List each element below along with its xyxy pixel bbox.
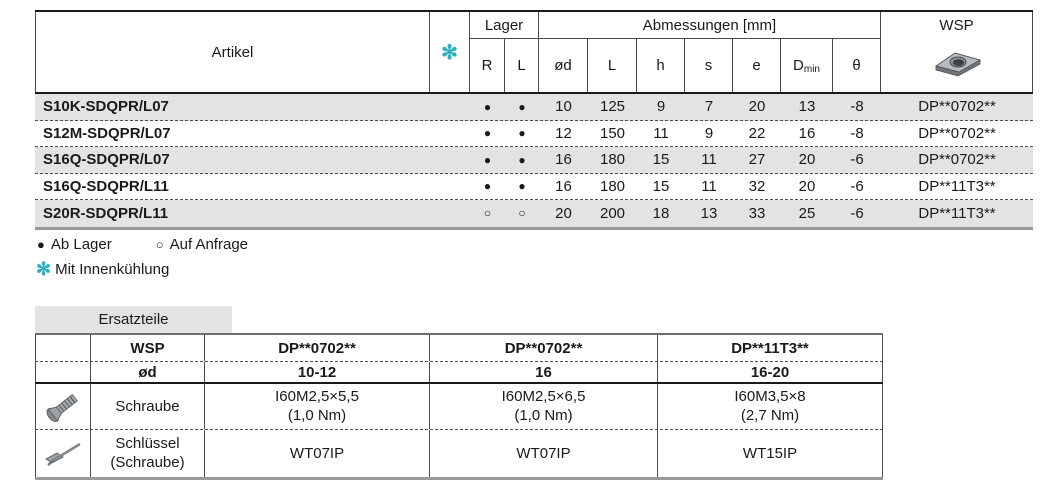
table-row (35, 174, 1033, 201)
dim-dmin: 16 (798, 124, 816, 142)
diameter-range: 16-20 (658, 362, 883, 382)
row-header-schluessel (91, 430, 205, 477)
dim-e: 32 (748, 177, 766, 195)
article-number: S10K-SDQPR/L07 (43, 98, 169, 116)
wsp-code: DP**0702** (918, 98, 996, 116)
wsp-code: DP**0702** (430, 335, 658, 361)
dim-h: 11 (653, 124, 669, 142)
coolant-asterisk-icon: ✻ (430, 12, 470, 92)
dim-s: 13 (700, 204, 718, 222)
key-code: WT07IP (430, 430, 658, 477)
dim-dmin: 25 (798, 204, 816, 222)
dim-L: 125 (599, 98, 626, 116)
stock-dot-l: ○ (518, 206, 526, 221)
dim-theta: -6 (850, 177, 864, 195)
spare-parts-tab (35, 306, 232, 333)
dim-dmin: 20 (798, 177, 816, 195)
dim-s: 11 (701, 151, 717, 169)
wsp-code: DP**11T3** (918, 204, 996, 222)
dmin-base: D (793, 57, 804, 74)
column-group-lager: Lager (470, 12, 539, 39)
key-label-line1: Schlüssel (115, 434, 180, 452)
wsp-code: DP**11T3** (918, 177, 996, 195)
stock-dot-r: ● (483, 179, 492, 194)
dim-e: 20 (748, 98, 766, 116)
table-row (35, 200, 1033, 227)
stock-dot-r: ○ (483, 206, 492, 221)
column-header-artikel: Artikel (35, 12, 430, 92)
dim-e: 33 (748, 204, 766, 222)
stock-dot-l: ● (518, 126, 526, 141)
row-header-wsp: WSP (91, 335, 205, 361)
column-header-theta: θ (833, 39, 881, 92)
column-header-wsp (881, 12, 1033, 92)
row-header-od: ød (91, 362, 205, 382)
key-label-line2: (Schraube) (110, 453, 185, 471)
dim-L: 180 (599, 177, 626, 195)
dim-s: 9 (704, 124, 714, 142)
stock-dot-r: ● (483, 99, 492, 114)
column-group-abmessungen: Abmessungen [mm] (539, 12, 881, 39)
stock-dot-l: ● (518, 179, 526, 194)
article-number: S12M-SDQPR/L07 (43, 124, 171, 142)
column-header-length: L (588, 39, 637, 92)
screw-torque: (2,7 Nm) (740, 406, 800, 424)
wsp-label: WSP (939, 16, 974, 34)
article-number: S16Q-SDQPR/L11 (43, 177, 169, 195)
dim-h: 15 (652, 151, 670, 169)
screw-size: I60M3,5×8 (734, 387, 806, 405)
dim-theta: -8 (850, 98, 864, 116)
dim-e: 22 (748, 124, 766, 142)
table-row (35, 94, 1033, 121)
stock-dot-l: ● (518, 152, 526, 167)
key-code: WT15IP (658, 430, 883, 477)
dim-theta: -6 (850, 151, 864, 169)
tool-holder-table (35, 10, 1033, 230)
dim-L: 150 (599, 124, 626, 142)
wsp-code: DP**0702** (918, 151, 996, 169)
filled-circle-icon: ● (37, 237, 45, 252)
column-header-s: s (685, 39, 733, 92)
dim-h: 18 (652, 204, 670, 222)
spare-parts-table (35, 333, 883, 480)
legend-coolant-label: Mit Innenkühlung (55, 261, 170, 278)
column-header-od: ød (539, 39, 588, 92)
coolant-legend (36, 259, 169, 280)
dim-theta: -6 (850, 204, 864, 222)
dim-od: 10 (555, 98, 572, 116)
screw-size: I60M2,5×6,5 (501, 387, 586, 405)
diameter-range: 16 (430, 362, 658, 382)
empty-cell (35, 362, 91, 382)
screw-icon (35, 384, 91, 429)
dim-theta: -8 (850, 124, 864, 142)
diameter-range: 10-12 (205, 362, 430, 382)
insert-icon (881, 38, 1032, 92)
dim-L: 180 (599, 151, 626, 169)
column-header-h: h (637, 39, 685, 92)
dim-od: 16 (555, 151, 572, 169)
stock-dot-r: ● (483, 126, 492, 141)
table-row (35, 147, 1033, 174)
column-header-e: e (733, 39, 781, 92)
empty-cell (35, 335, 91, 361)
tool-holder-table-header (35, 10, 1033, 94)
dim-L: 200 (599, 204, 626, 222)
dim-od: 20 (555, 204, 572, 222)
dim-e: 27 (748, 151, 766, 169)
tool-holder-table-body (35, 94, 1033, 230)
spare-parts-key-row (35, 430, 883, 477)
dim-s: 7 (704, 98, 714, 116)
dim-od: 12 (555, 124, 572, 142)
table-row (35, 121, 1033, 148)
wsp-code: DP**0702** (918, 124, 996, 142)
column-header-l: L (505, 39, 539, 92)
dim-s: 11 (701, 177, 717, 195)
article-number: S16Q-SDQPR/L07 (43, 151, 170, 169)
screw-spec (430, 384, 658, 429)
dim-dmin: 13 (798, 98, 816, 116)
coolant-asterisk-icon: ✻ (36, 259, 52, 279)
dim-dmin: 20 (798, 151, 816, 169)
legend-on-request-label: Auf Anfrage (169, 236, 249, 253)
dmin-subscript: min (803, 64, 820, 75)
spare-parts-screw-row (35, 384, 883, 430)
spare-parts-wsp-row (35, 335, 883, 362)
stock-legend (37, 236, 248, 253)
spare-parts-tab-label: Ersatzteile (98, 311, 169, 328)
wsp-code: DP**11T3** (658, 335, 883, 361)
screw-spec (205, 384, 430, 429)
spare-parts-diameter-row (35, 362, 883, 384)
dim-h: 9 (656, 98, 666, 116)
screw-torque: (1,0 Nm) (514, 406, 573, 424)
wsp-code: DP**0702** (205, 335, 430, 361)
article-number: S20R-SDQPR/L11 (43, 204, 169, 222)
screw-spec (658, 384, 883, 429)
dim-od: 16 (555, 177, 572, 195)
row-header-schraube: Schraube (91, 384, 205, 429)
column-header-r: R (470, 39, 505, 92)
screw-size: I60M2,5×5,5 (275, 387, 359, 405)
legend-in-stock-label: Ab Lager (50, 236, 112, 253)
torx-key-icon (35, 430, 91, 477)
open-circle-icon: ○ (155, 237, 164, 252)
stock-dot-r: ● (483, 152, 492, 167)
stock-dot-l: ● (518, 99, 526, 114)
dim-h: 15 (652, 177, 670, 195)
key-code: WT07IP (205, 430, 430, 477)
screw-torque: (1,0 Nm) (287, 406, 347, 424)
column-header-dmin (781, 39, 833, 92)
